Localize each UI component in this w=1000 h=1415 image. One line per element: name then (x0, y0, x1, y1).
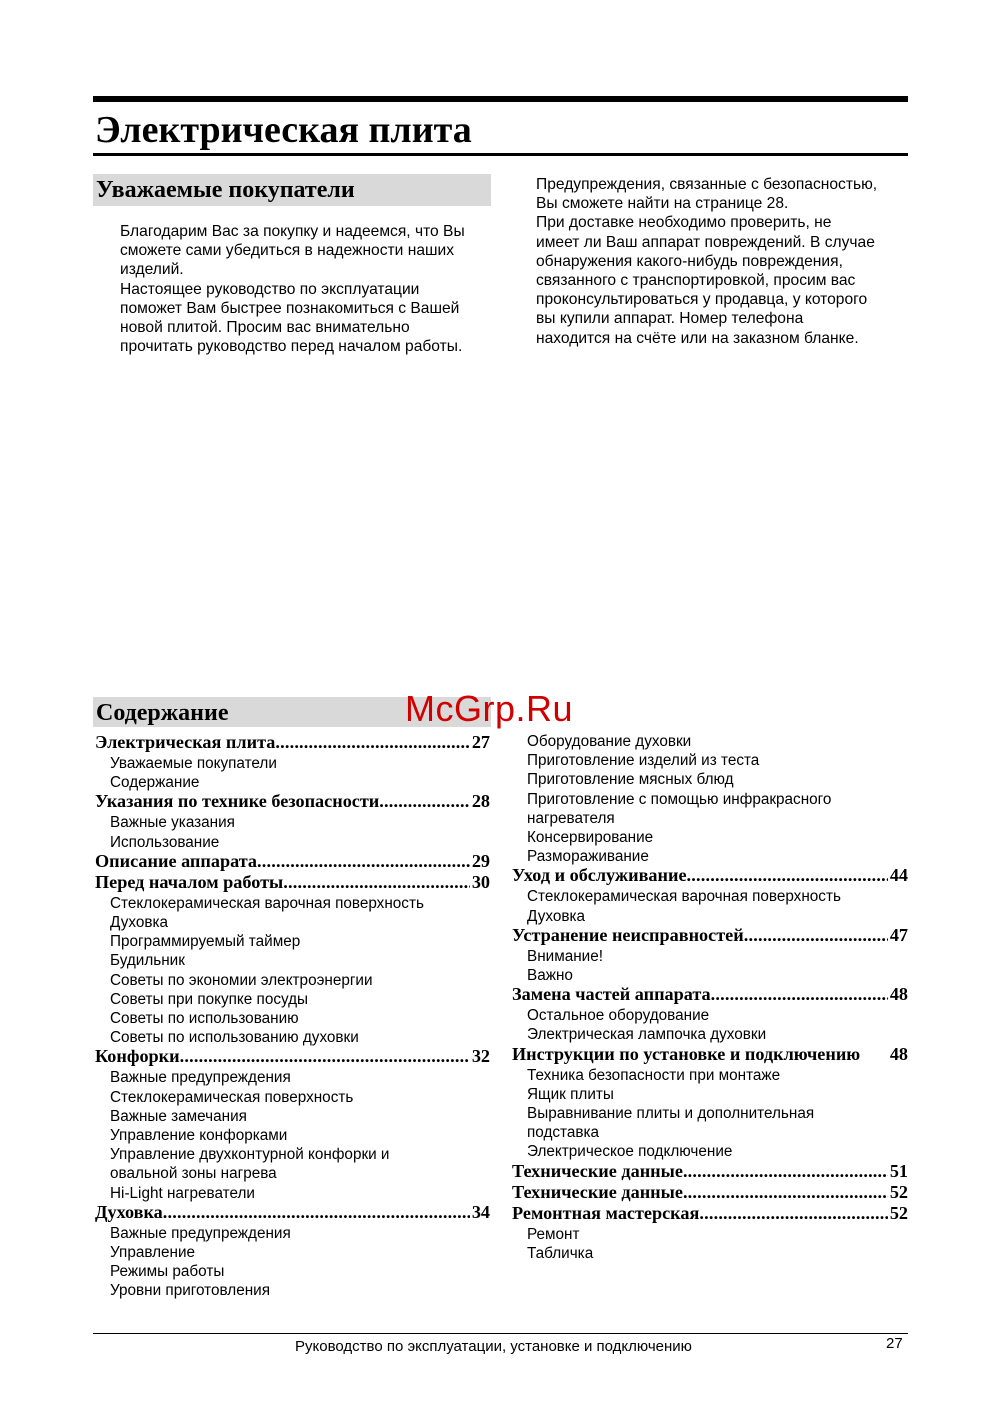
toc-subitem: Советы по экономии электроэнергии (110, 971, 373, 989)
toc-leader-dots (683, 1162, 888, 1182)
toc-subitem: Советы по использованию духовки (110, 1029, 359, 1047)
toc-chapter (95, 792, 490, 813)
section-heading-dear-customers: Уважаемые покупатели (93, 174, 491, 206)
toc-chapter (95, 1047, 490, 1068)
toc-subitem: Техника безопасности при монтаже (527, 1066, 781, 1084)
footer-text: Руководство по эксплуатации, установке и подключению (295, 1338, 692, 1355)
toc-left-column (95, 733, 490, 1301)
toc-page-number: 52 (889, 1181, 908, 1202)
intro-right-line: проконсультироваться у продавца, у которого (536, 291, 868, 309)
toc-subitem: Стеклокерамическая поверхность (110, 1088, 354, 1106)
toc-chapter-title: Технические данные (512, 1160, 683, 1181)
toc-subitem: Hi-Light нагреватели (110, 1184, 255, 1202)
toc-subitem: Ремонт (527, 1225, 580, 1243)
intro-left-line: поможет Вам быстрее познакомиться с Вашей (120, 299, 460, 317)
toc-page-number: 29 (471, 850, 490, 871)
toc-leader-dots (163, 1203, 470, 1223)
intro-left-line: Благодарим Вас за покупку и надеемся, что Вы (120, 223, 465, 240)
page-title: Электрическая плита (95, 109, 472, 151)
toc-subitem: Электрическое подключение (527, 1143, 733, 1161)
toc-leader-dots (283, 873, 470, 893)
intro-left-line: изделий. (120, 261, 184, 279)
toc-page-number: 30 (471, 871, 490, 892)
toc-chapter-title: Ремонтная мастерская (512, 1202, 700, 1223)
top-rule (93, 96, 908, 102)
toc-leader-dots (379, 792, 470, 812)
toc-subitem: Приготовление изделий из теста (527, 752, 760, 770)
toc-page-number: 28 (471, 791, 490, 812)
watermark-text: McGrp.Ru (405, 688, 574, 729)
toc-page-number: 32 (471, 1046, 490, 1067)
toc-chapter-title: Уход и обслуживание (512, 865, 687, 886)
toc-page-number: 51 (889, 1160, 908, 1181)
toc-chapter-title: Устранение неисправностей (512, 924, 744, 945)
toc-leader-dots (180, 1047, 470, 1067)
toc-leader-dots (687, 866, 888, 886)
toc-subitem: овальной зоны нагрева (110, 1165, 277, 1183)
toc-leader-dots (744, 926, 888, 946)
toc-chapter (95, 1203, 490, 1224)
toc-page-number: 52 (889, 1202, 908, 1223)
toc-subitem: Внимание! (527, 947, 603, 965)
page-number: 27 (886, 1335, 903, 1352)
footer-rule (93, 1333, 908, 1334)
toc-chapter (95, 733, 490, 754)
toc-subitem: Ящик плиты (527, 1085, 614, 1103)
toc-chapter (512, 926, 908, 947)
toc-subitem: Важные предупреждения (110, 1069, 291, 1087)
toc-chapter (512, 1045, 908, 1066)
intro-right-line: связанного с транспортировкой, просим вас (536, 272, 856, 290)
toc-subitem: Содержание (110, 774, 200, 792)
intro-right-line: Предупреждения, связанные с безопасностью, (536, 176, 878, 193)
toc-subitem: Советы при покупке посуды (110, 990, 309, 1008)
toc-subitem: Программируемый таймер (110, 933, 301, 951)
toc-subitem: Управление (110, 1244, 196, 1262)
intro-right-line: обнаружения какого-нибудь повреждения, (536, 252, 843, 270)
toc-subitem: Важные замечания (110, 1107, 247, 1125)
toc-page-number: 27 (471, 732, 490, 752)
toc-chapter (512, 985, 908, 1006)
toc-page-number: 44 (889, 865, 908, 886)
toc-subitem: Управление двухконтурной конфорки и (110, 1146, 390, 1164)
toc-page-number: 48 (889, 1043, 908, 1064)
toc-subitem: Электрическая лампочка духовки (527, 1026, 767, 1044)
intro-right-column (536, 175, 916, 348)
intro-right-line: Вы сможете найти на странице 28. (536, 195, 789, 213)
toc-subitem: Приготовление мясных блюд (527, 771, 734, 789)
toc-subitem: Важно (527, 967, 573, 985)
toc-subitem: Духовка (527, 907, 585, 925)
intro-right-line: При доставке необходимо проверить, не (536, 214, 832, 232)
intro-right-line: имеет ли Ваш аппарат повреждений. В случае (536, 233, 875, 251)
toc-leader-dots (699, 1204, 887, 1224)
toc-leader-dots (275, 733, 469, 753)
intro-right-line: вы купили аппарат. Номер телефона (536, 310, 804, 328)
toc-right-column (512, 732, 908, 1263)
intro-right-line: находится на счёте или на заказном бланке. (536, 329, 859, 347)
toc-chapter (512, 1162, 908, 1183)
toc-subitem: Размораживание (527, 848, 649, 866)
toc-subitem: Советы по использованию (110, 1010, 299, 1028)
toc-page-number: 48 (889, 984, 908, 1005)
toc-subitem: Уровни приготовления (110, 1282, 270, 1300)
toc-subitem: Остальное оборудование (527, 1007, 710, 1025)
toc-subitem: Уважаемые покупатели (110, 755, 277, 772)
toc-subitem: Важные указания (110, 814, 235, 832)
intro-left-line: сможете сами убедиться в надежности наших (120, 242, 455, 260)
toc-leader-dots (257, 852, 470, 872)
toc-chapter (95, 873, 490, 894)
intro-left-column (120, 222, 495, 356)
toc-subitem: Управление конфорками (110, 1127, 288, 1145)
toc-subitem: подставка (527, 1124, 600, 1142)
toc-subitem: Важные предупреждения (110, 1224, 291, 1242)
toc-subitem: Консервирование (527, 829, 654, 847)
toc-subitem: Выравнивание плиты и дополнительная (527, 1105, 815, 1123)
toc-chapter (512, 866, 908, 887)
toc-chapter-title: Технические данные (512, 1181, 683, 1202)
toc-subitem: Духовка (110, 914, 168, 932)
toc-subitem: нагревателя (527, 809, 615, 827)
toc-chapter-title: Описание аппарата (95, 850, 257, 871)
toc-page-number: 34 (471, 1201, 490, 1222)
toc-chapter (512, 1183, 908, 1204)
toc-chapter-title: Инструкции по установке и подключению (512, 1043, 861, 1064)
toc-subitem: Табличка (527, 1244, 594, 1262)
toc-chapter (512, 1204, 908, 1225)
toc-leader-dots (683, 1183, 888, 1203)
toc-chapter-title: Перед началом работы (95, 871, 284, 892)
toc-page-number: 47 (889, 924, 908, 945)
toc-leader-dots (711, 985, 888, 1005)
toc-subitem: Режимы работы (110, 1263, 225, 1281)
toc-chapter-title: Электрическая плита (95, 732, 276, 752)
toc-subitem: Будильник (110, 952, 185, 970)
toc-subitem: Использование (110, 833, 220, 851)
toc-chapter-title: Указания по технике безопасности (95, 791, 380, 812)
section-heading-contents: Содержание (93, 697, 491, 727)
toc-chapter (95, 852, 490, 873)
intro-left-line: новой плитой. Просим вас внимательно (120, 319, 410, 337)
toc-subitem: Стеклокерамическая варочная поверхность (110, 894, 424, 912)
toc-chapter-title: Духовка (95, 1201, 163, 1222)
intro-left-line: прочитать руководство перед началом работы. (120, 338, 463, 356)
toc-subitem: Приготовление с помощью инфракрасного (527, 790, 832, 808)
title-underline (93, 153, 908, 156)
intro-left-line: Настоящее руководство по эксплуатации (120, 280, 420, 298)
toc-chapter-title: Замена частей аппарата (512, 984, 711, 1005)
toc-subitem: Оборудование духовки (527, 733, 692, 750)
toc-subitem: Стеклокерамическая варочная поверхность (527, 888, 841, 906)
toc-chapter-title: Конфорки (95, 1046, 180, 1067)
